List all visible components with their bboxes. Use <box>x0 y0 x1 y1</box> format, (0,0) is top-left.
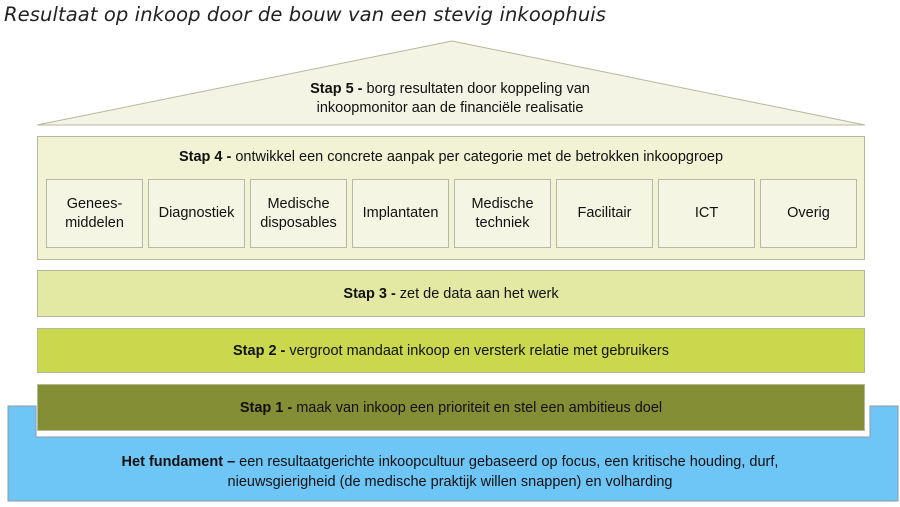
fundament-text <box>60 452 840 492</box>
category-box <box>250 179 347 248</box>
step5-line2: inkoopmonitor aan de financiële realisatie <box>316 100 584 116</box>
step5-label: Stap 5 - <box>310 81 363 97</box>
category-label: Implantaten <box>362 205 439 221</box>
category-label: ICT <box>694 205 719 221</box>
step4-text: ontwikkel een concrete aanpak per categorie met de betrokken inkoopgroep <box>235 149 724 165</box>
step3-label: Stap 3 - <box>343 285 396 302</box>
step1-layer <box>37 384 865 431</box>
step2-layer <box>37 328 865 373</box>
category-label: Diagnostiek <box>158 205 235 221</box>
category-label: Medische <box>471 195 534 212</box>
category-label: Medische <box>267 195 330 212</box>
step4-layer <box>37 136 865 260</box>
category-box <box>46 179 143 248</box>
step5-line1: borg resultaten door koppeling van <box>366 81 590 97</box>
category-label: Facilitair <box>577 205 632 221</box>
category-box <box>352 179 449 248</box>
category-label: techniek <box>475 214 530 231</box>
step1-text: maak van inkoop een prioriteit en stel een ambitieus doel <box>296 399 663 416</box>
step4-heading <box>38 149 864 165</box>
fundament-line2: nieuwsgierigheid (de medische praktijk willen snappen) en volharding <box>227 474 673 490</box>
step1-label: Stap 1 - <box>239 399 293 416</box>
category-label: disposables <box>260 214 337 231</box>
page-title: Resultaat op inkoop door de bouw van een stevig inkoophuis <box>4 3 607 26</box>
step3-text: zet de data aan het werk <box>399 285 559 302</box>
step4-label: Stap 4 - <box>178 149 232 165</box>
step2-text: vergroot mandaat inkoop en versterk relatie met gebruikers <box>289 342 669 359</box>
step5-text <box>200 80 700 118</box>
fundament-line1: een resultaatgerichte inkoopcultuur gebaseerd op focus, een kritische houding, durf, <box>239 454 779 470</box>
category-box <box>556 179 653 248</box>
category-box <box>760 179 857 248</box>
step2-label: Stap 2 - <box>233 342 286 359</box>
step3-layer <box>37 270 865 317</box>
category-box <box>454 179 551 248</box>
category-box <box>658 179 755 248</box>
category-row <box>46 179 857 248</box>
fundament-label: Het fundament – <box>121 454 236 470</box>
category-label: Overig <box>787 205 830 221</box>
category-box <box>148 179 245 248</box>
category-label: Genees- <box>66 195 123 212</box>
category-label: middelen <box>65 214 124 231</box>
